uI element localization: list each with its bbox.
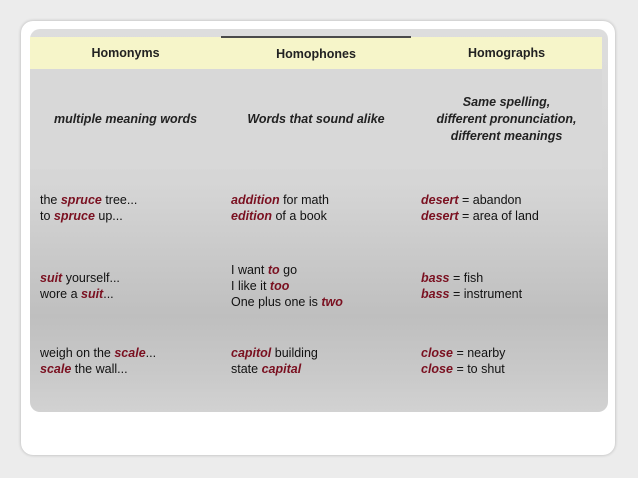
example-cell: [221, 325, 411, 397]
example-line: capitol building: [231, 346, 318, 360]
definition-homographs: [411, 69, 602, 169]
header-row: [30, 37, 602, 69]
example-row: [30, 247, 602, 325]
example-line: weigh on the scale...: [40, 346, 157, 360]
key-word: scale: [114, 346, 146, 360]
example-line: edition of a book: [231, 209, 327, 223]
key-word: two: [321, 295, 343, 309]
key-word: scale: [40, 362, 72, 376]
key-word: bass: [421, 271, 450, 285]
key-word: too: [269, 279, 290, 293]
key-word: to: [267, 263, 280, 277]
example-cell: [30, 325, 221, 397]
key-word: capitol: [231, 346, 272, 360]
key-word: desert: [421, 193, 459, 207]
example-cell: [30, 169, 221, 247]
header-homonyms: Homonyms: [30, 37, 221, 69]
key-word: bass: [421, 287, 450, 301]
example-line: wore a suit...: [40, 287, 114, 301]
example-line: One plus one is two: [231, 295, 343, 309]
example-line: suit yourself...: [40, 271, 120, 285]
example-cell: [411, 325, 602, 397]
key-word: close: [421, 362, 453, 376]
header-homographs: Homographs: [411, 37, 602, 69]
definition-line: Same spelling,: [462, 94, 551, 109]
example-line: bass = instrument: [421, 287, 523, 301]
key-word: suit: [40, 271, 63, 285]
key-word: capital: [261, 362, 302, 376]
example-line: I want to go: [231, 263, 298, 277]
example-line: state capital: [231, 362, 302, 376]
example-line: scale the wall...: [40, 362, 128, 376]
header-homophones: Homophones: [221, 37, 411, 69]
definition-homophones: Words that sound alike: [221, 69, 411, 169]
key-word: edition: [231, 209, 272, 223]
key-word: close: [421, 346, 453, 360]
example-cell: [221, 169, 411, 247]
example-line: addition for math: [231, 193, 329, 207]
example-line: bass = fish: [421, 271, 484, 285]
key-word: spruce: [60, 193, 102, 207]
definition-row: [30, 69, 602, 169]
example-row: [30, 169, 602, 247]
example-line: I like it too: [231, 279, 290, 293]
example-cell: [411, 169, 602, 247]
example-line: to spruce up...: [40, 209, 123, 223]
definition-line: different meanings: [450, 128, 563, 143]
definition-line: different pronunciation,: [436, 111, 577, 126]
example-cell: [30, 247, 221, 325]
example-line: desert = abandon: [421, 193, 522, 207]
homonyms-table: [30, 36, 602, 397]
example-line: desert = area of land: [421, 209, 539, 223]
example-line: close = to shut: [421, 362, 505, 376]
key-word: spruce: [53, 209, 95, 223]
key-word: suit: [81, 287, 104, 301]
key-word: desert: [421, 209, 459, 223]
example-cell: [221, 247, 411, 325]
definition-homonyms: multiple meaning words: [30, 69, 221, 169]
example-row: [30, 325, 602, 397]
example-line: the spruce tree...: [40, 193, 138, 207]
example-cell: [411, 247, 602, 325]
key-word: addition: [231, 193, 280, 207]
example-line: close = nearby: [421, 346, 506, 360]
